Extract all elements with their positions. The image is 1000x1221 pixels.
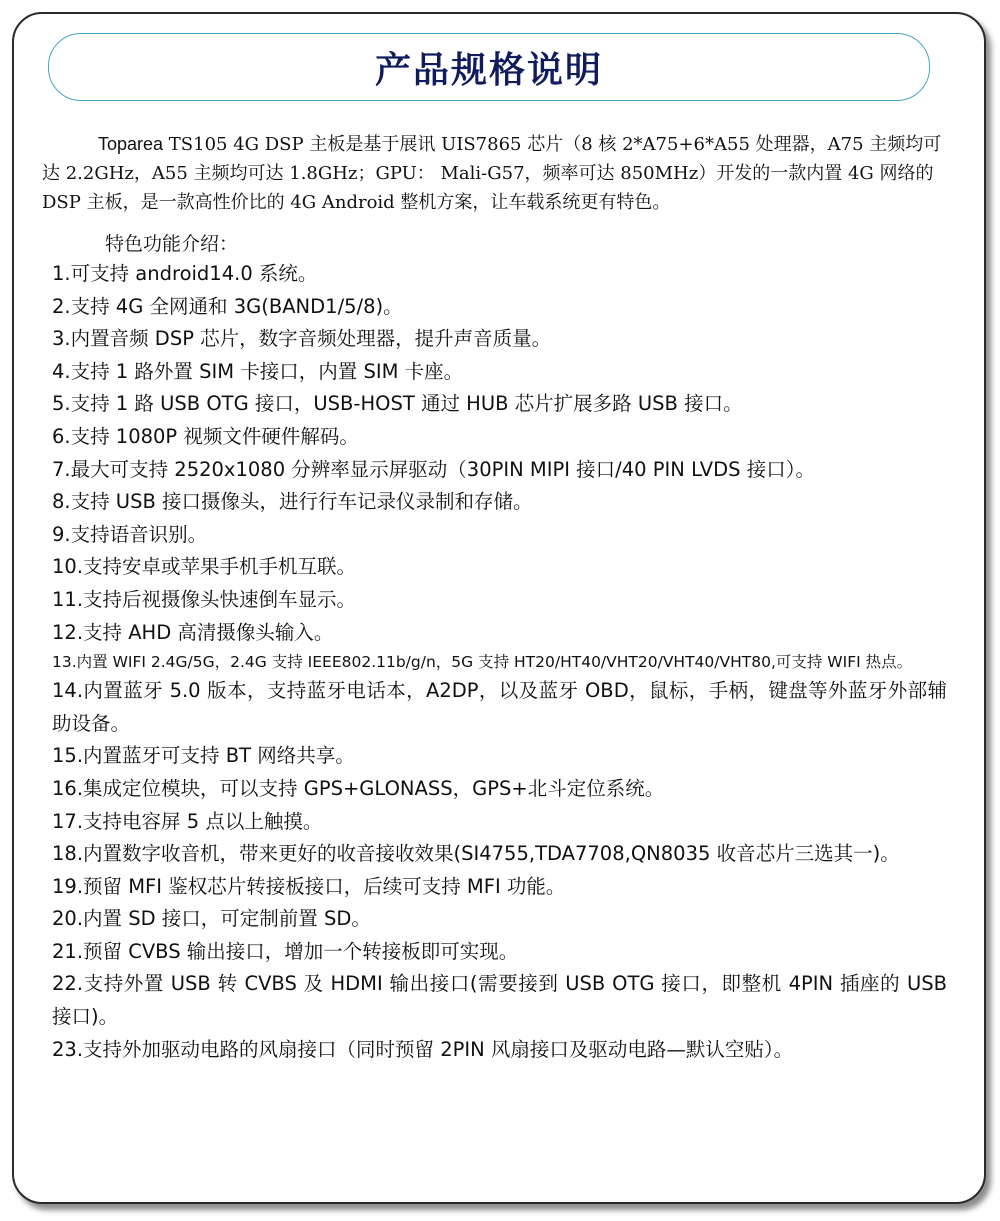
intro-paragraph	[42, 130, 942, 217]
feature-item: 8.支持 USB 接口摄像头，进行行车记录仪录制和存储。	[52, 490, 533, 514]
feature-item: 5.支持 1 路 USB OTG 接口，USB-HOST 通过 HUB 芯片扩展多路 USB 接口。	[52, 392, 743, 416]
feature-item: 15.内置蓝牙可支持 BT 网络共享。	[52, 744, 355, 768]
feature-item: 1.可支持 android14.0 系统。	[52, 262, 318, 285]
feature-item: 17.支持电容屏 5 点以上触摸。	[52, 809, 323, 833]
feature-item: 20.内置 SD 接口，可定制前置 SD。	[52, 907, 371, 931]
feature-item: 9.支持语音识别。	[52, 522, 208, 546]
feature-item: 12.支持 AHD 高清摄像头输入。	[52, 620, 334, 644]
intro-text: TS105 4G DSP 主板是基于展讯 UIS7865 芯片（8 核 2*A75+6*A55 处理器，A75 主频均可达 2.2GHz，A55 主频均可达 1.8GHz；GPU： Mali-G57，频率可达 850MHz）开发的一款内置 4G 网络的 DSP 主板，是一款高性价比的 4G Android 整机方案，让车载系统更有特色。	[42, 134, 942, 213]
feature-item: 6.支持 1080P 视频文件硬件解码。	[52, 424, 359, 448]
feature-item: 14.内置蓝牙 5.0 版本，支持蓝牙电话本，A2DP，以及蓝牙 OBD，鼠标，手柄，键盘等外蓝牙外部辅助设备。	[52, 679, 947, 735]
feature-item: 10.支持安卓或苹果手机手机互联。	[52, 555, 357, 579]
brand-name: Toparea	[98, 134, 164, 154]
feature-item: 13.内置 WIFI 2.4G/5G，2.4G 支持 IEEE802.11b/g/n，5G 支持 HT20/HT40/VHT20/VHT40/VHT80,可支持 WIFI 热点。	[52, 653, 913, 672]
feature-item: 4.支持 1 路外置 SIM 卡接口，内置 SIM 卡座。	[52, 359, 464, 383]
feature-item: 21.预留 CVBS 输出接口，增加一个转接板即可实现。	[52, 939, 519, 963]
feature-item: 18.内置数字收音机，带来更好的收音接收效果(SI4755,TDA7708,QN8035 收音芯片三选其一)。	[52, 842, 900, 866]
feature-item: 19.预留 MFI 鉴权芯片转接板接口，后续可支持 MFI 功能。	[52, 874, 566, 898]
feature-list	[52, 258, 947, 1066]
title-banner	[48, 33, 930, 101]
feature-item: 7.最大可支持 2520x1080 分辨率显示屏驱动（30PIN MIPI 接口/40 PIN LVDS 接口）。	[52, 457, 815, 481]
page-title: 产品规格说明	[374, 49, 603, 91]
features-heading: 特色功能介绍：	[105, 233, 239, 255]
feature-item: 2.支持 4G 全网通和 3G(BAND1/5/8)。	[52, 294, 403, 318]
feature-item: 23.支持外加驱动电路的风扇接口（同时预留 2PIN 风扇接口及驱动电路—默认空贴）。	[52, 1037, 794, 1061]
feature-item: 11.支持后视摄像头快速倒车显示。	[52, 587, 357, 611]
feature-item: 16.集成定位模块，可以支持 GPS+GLONASS，GPS+北斗定位系统。	[52, 776, 665, 800]
feature-item: 3.内置音频 DSP 芯片，数字音频处理器，提升声音质量。	[52, 327, 552, 351]
feature-item: 22.支持外置 USB 转 CVBS 及 HDMI 输出接口(需要接到 USB OTG 接口，即整机 4PIN 插座的 USB 接口)。	[52, 972, 947, 1029]
